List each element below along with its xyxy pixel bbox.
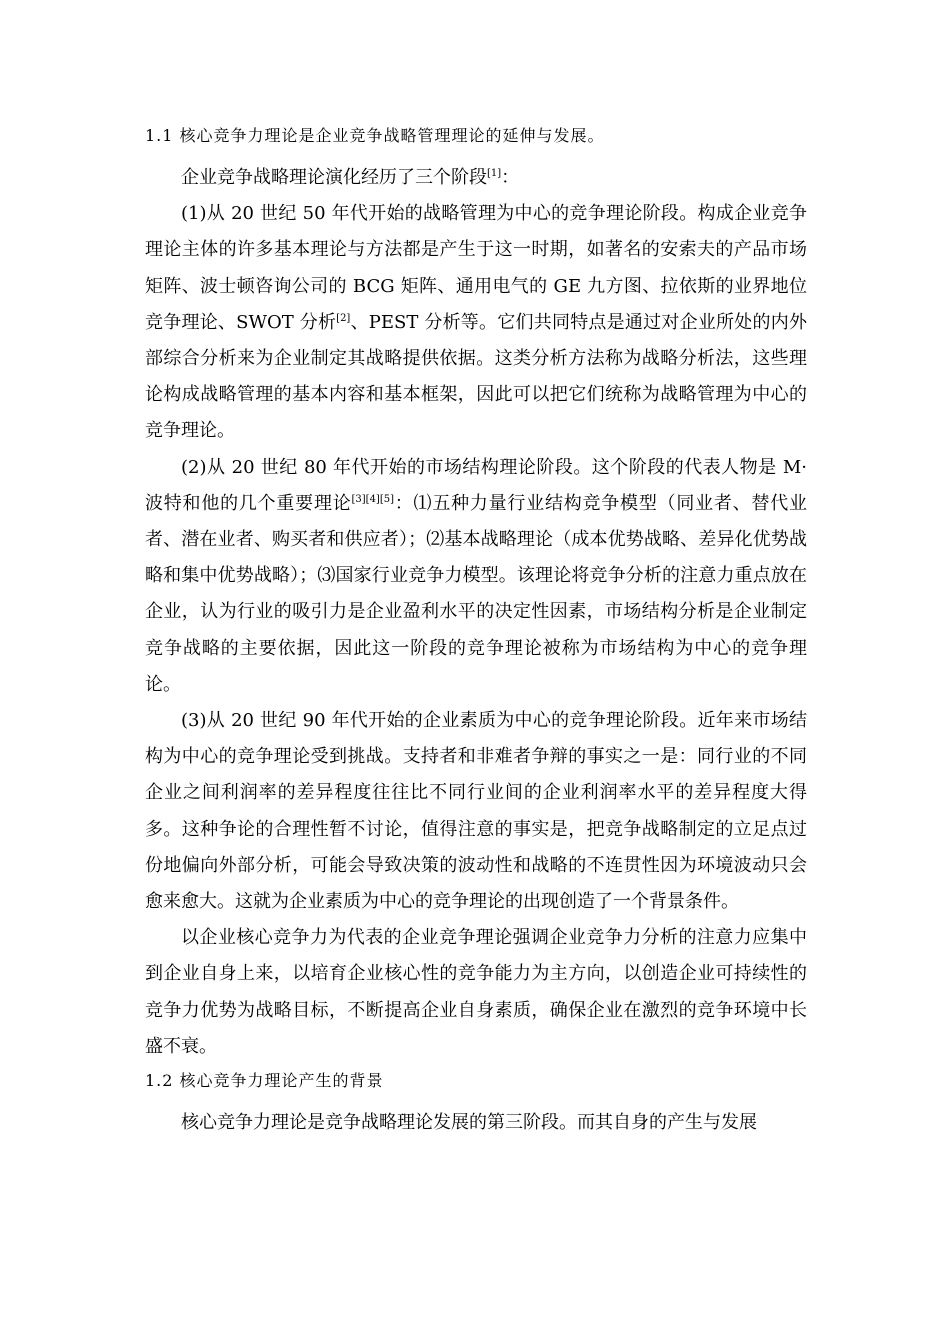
closing-paragraph: 以企业核心竞争力为代表的企业竞争理论强调企业竞争力分析的注意力应集中到企业自身上来，以培育企业核心性的竞争能力为主方向，以创造企业可持续性的竞争力优势为战略目标，不断提高企业自身素质，确保企业在激烈的竞争环境中长盛不衰。 [145,927,807,1057]
citation-ref: [1] [487,168,502,179]
section-1-2-paragraph: 核心竞争力理论是竞争战略理论发展的第三阶段。而其自身的产生与发展 [181,1112,757,1134]
section-heading-1-1: 1.1 核心竞争力理论是企业竞争战略管理理论的延伸与发展。 [145,126,605,145]
intro-text: 企业竞争战略理论演化经历了三个阶段 [181,167,487,188]
stage-2-paragraph [145,450,807,703]
stage-3-paragraph: (3)从 20 世纪 90 年代开始的企业素质为中心的竞争理论阶段。近年来市场结构为中心的竞争理论受到挑战。支持者和非难者争辩的事实之一是：同行业的不同企业之间利润率的差异程度往往比不同行业间的企业利润率水平的差异程度大得多。这种争论的合理性暂不讨论，值得注意的事实是，把竞争战略制定的立足点过份地偏向外部分析，可能会导致决策的波动性和战略的不连贯性因为环境波动只会愈来愈大。这就为企业素质为中心的竞争理论的出现创造了一个背景条件。 [145,710,807,913]
intro-tail: ： [501,167,520,188]
section-heading-1-2: 1.2 核心竞争力理论产生的背景 [145,1071,384,1091]
citation-ref: [2] [336,312,351,324]
stage-1-paragraph [145,196,807,449]
stage-2-text-a: (2)从 20 世纪 80 年代开始的市场结构理论阶段。这个阶段的代表人物是 M·波特和他的几个重要理论 [145,456,807,514]
stage-1-text-a: (1)从 20 世纪 50 年代开始的战略管理为中心的竞争理论阶段。构成企业竞争理论主体的许多基本理论与方法都是产生于这一时期，如著名的安索夫的产品市场矩阵、波士顿咨询公司的 BCG 矩阵、通用电气的 GE 九方图、拉依斯的业界地位竞争理论、SWOT 分析 [145,203,807,333]
stage-2-text-b: ：⑴五种力量行业结构竞争模型（同业者、替代业者、潜在业者、购买者和供应者）；⑵基本战略理论（成本优势战略、差异化优势战略和集中优势战略）；⑶国家行业竞争力模型。该理论将竞争分析的注意力重点放在企业，认为行业的吸引力是企业盈利水平的决定性因素，市场结构分析是企业制定竞争战略的主要依据，因此这一阶段的竞争理论被称为市场结构为中心的竞争理论。 [145,492,807,695]
intro-paragraph [145,160,807,196]
citation-ref: [3][4][5] [351,493,394,505]
document-page [145,124,807,1141]
stage-1-text-b: 、PEST 分析等。它们共同特点是通过对企业所处的内外部综合分析来为企业制定其战略提供依据。这类分析方法称为战略分析法，这些理论构成战略管理的基本内容和基本框架，因此可以把它们统称为战略管理为中心的竞争理论。 [145,311,807,442]
